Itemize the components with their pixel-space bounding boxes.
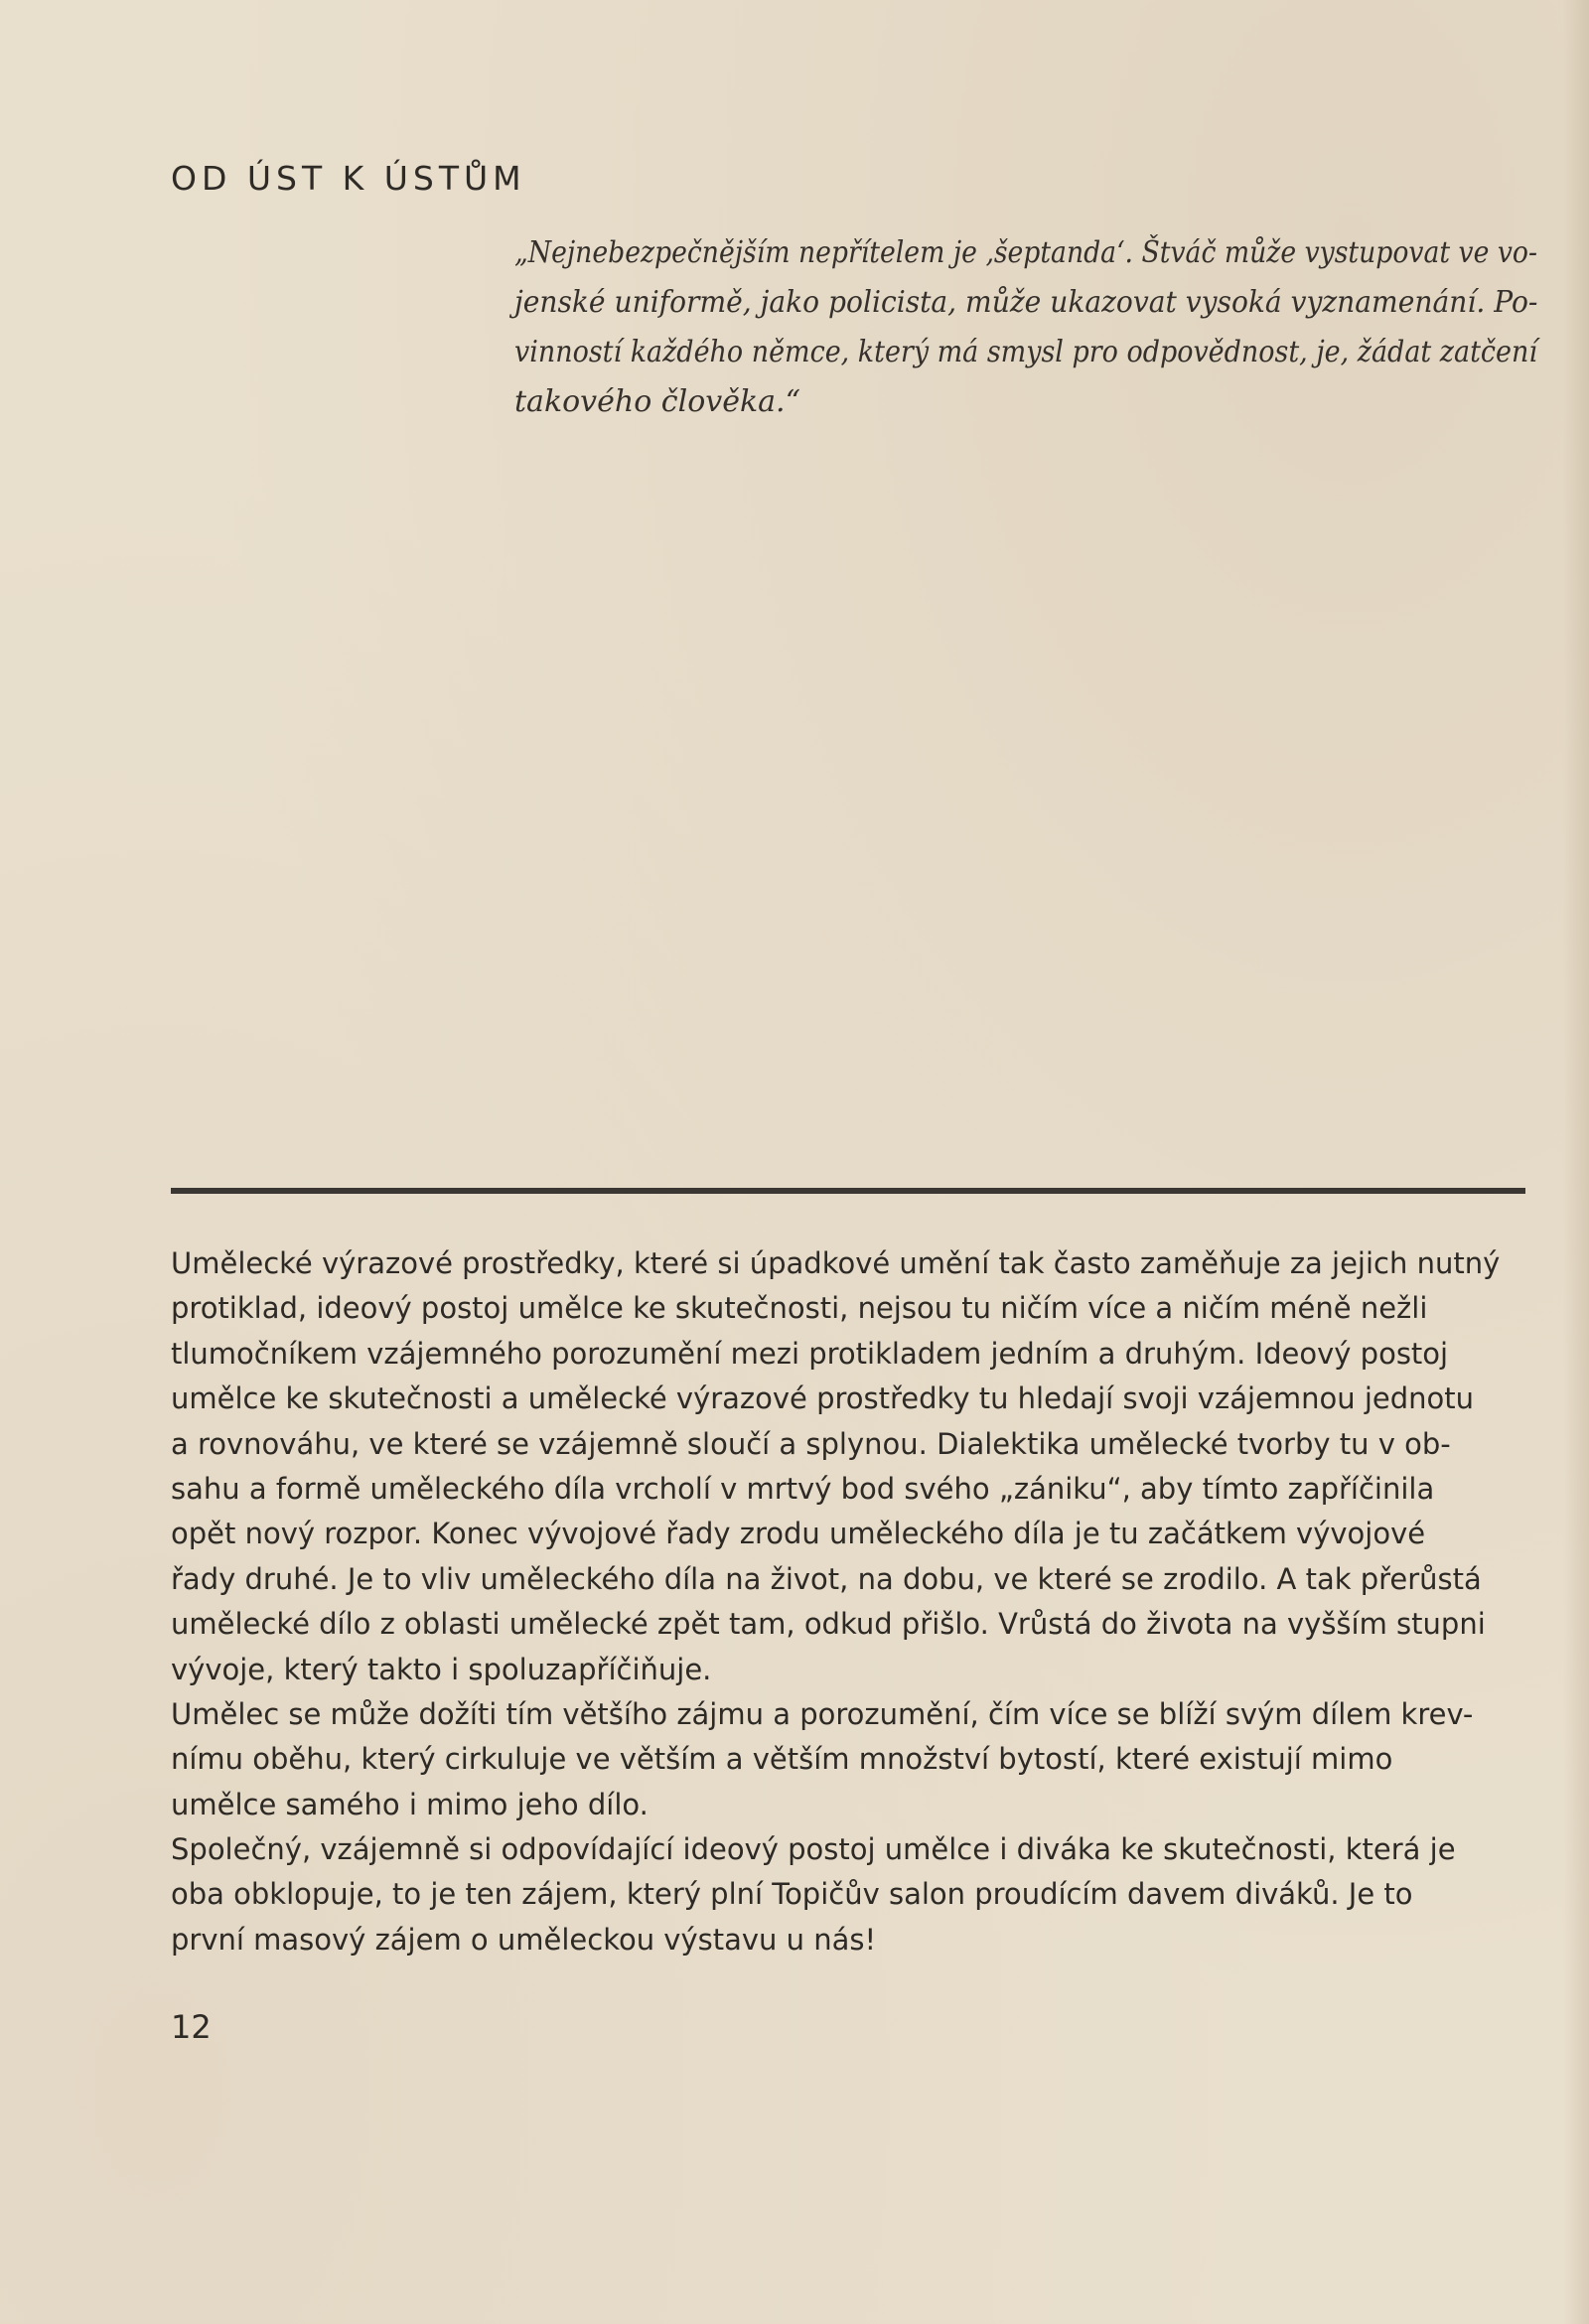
body-line: Společný, vzájemně si odpovídající ideový postoj umělce i diváka ke skutečnosti, která je: [171, 1832, 1456, 1867]
body-line: umělce ke skutečnosti a umělecké výrazové prostředky tu hledají svoji vzájemnou jednotu: [171, 1381, 1475, 1416]
body-text: [171, 1241, 1525, 1962]
epigraph-quote: [514, 228, 1537, 427]
body-line: Umělecké výrazové prostředky, které si úpadkové umění tak často zaměňuje za jejich nutný: [171, 1246, 1501, 1280]
quote-line: vinností každého němce, který má smysl pro odpovědnost, je, žádat zatčení: [514, 335, 1537, 369]
body-line: oba obklopuje, to je ten zájem, který plní Topičův salon proudícím davem diváků. Je to: [171, 1877, 1413, 1912]
body-line: umělecké dílo z oblasti umělecké zpět tam, odkud přišlo. Vrůstá do života na vyšším stupni: [171, 1607, 1486, 1642]
body-line: protiklad, ideový postoj umělce ke skutečnosti, nejsou tu ničím více a ničím méně nežli: [171, 1291, 1428, 1326]
page-number: 12: [171, 2008, 212, 2046]
body-line: nímu oběhu, který cirkuluje ve větším a větším množství bytostí, které existují mimo: [171, 1742, 1393, 1777]
body-line: sahu a formě uměleckého díla vrcholí v mrtvý bod svého „zániku“, aby tímto zapříčinila: [171, 1471, 1435, 1506]
body-line: umělce samého i mimo jeho dílo.: [171, 1787, 649, 1821]
page-edge-shadow: [1563, 0, 1589, 2324]
body-line: vývoje, který takto i spoluzapříčiňuje.: [171, 1652, 712, 1686]
page-heading: OD ÚST K ÚSTŮM: [171, 159, 526, 198]
body-line: opět nový rozpor. Konec vývojové řady zrodu uměleckého díla je tu začátkem vývojové: [171, 1517, 1426, 1551]
body-line: a rovnováhu, ve které se vzájemně sloučí a splynou. Dialektika umělecké tvorby tu v ob-: [171, 1426, 1451, 1461]
horizontal-divider: [171, 1188, 1525, 1194]
body-line: Umělec se může dožíti tím většího zájmu a porozumění, čím více se blíží svým dílem krev-: [171, 1696, 1474, 1731]
quote-line: „Nejnebezpečnějším nepřítelem je ‚šeptanda‘. Štváč může vystupovat ve vo-: [514, 235, 1537, 270]
body-line: tlumočníkem vzájemného porozumění mezi protikladem jedním a druhým. Ideový postoj: [171, 1336, 1449, 1371]
quote-line: takového člověka.“: [514, 384, 800, 419]
body-line: řady druhé. Je to vliv uměleckého díla na život, na dobu, ve které se zrodilo. A tak přerůstá: [171, 1561, 1482, 1596]
quote-line: jenské uniformě, jako policista, může ukazovat vysoká vyznamenání. Po-: [514, 285, 1538, 320]
body-line: první masový zájem o uměleckou výstavu u nás!: [171, 1922, 877, 1957]
